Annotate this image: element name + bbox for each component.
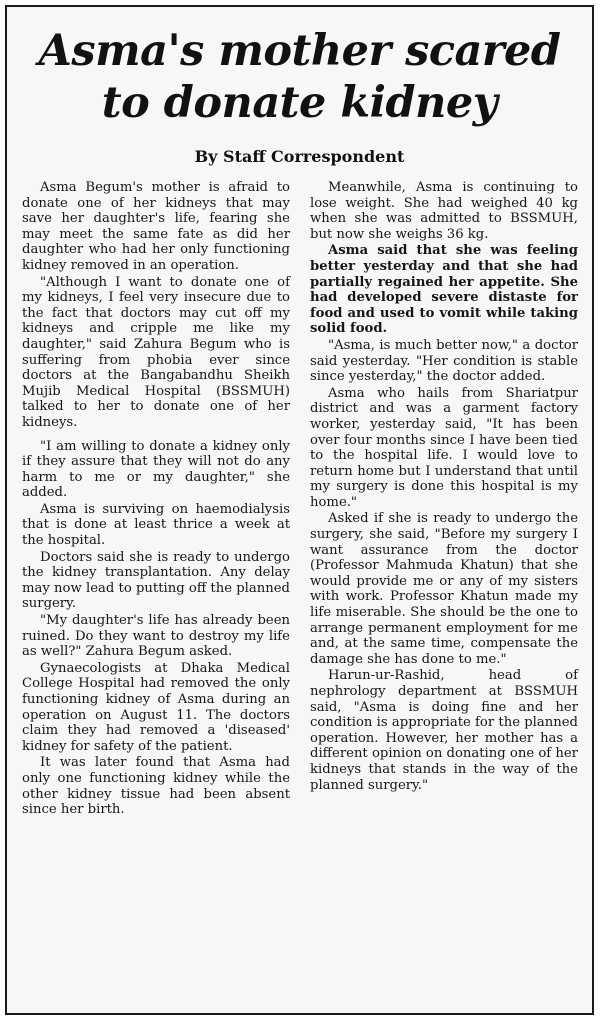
headline-line-1: Asma's mother scared [38,26,561,76]
headline-line-2: to donate kidney [101,78,498,128]
article-column-left [22,180,290,819]
paragraph: "Although I want to donate one of my kidneys, I feel very insecure due to the fact that doctors may cut off my kidneys and cripple me like my daughter," said Zahura Begum who is suffering from phobia ever since doctors at the Bangabandhu Sheikh Mujib Medical Hospital (BSSMUH) talked to her to donate one of her kidneys. [22,274,290,430]
headline [7,25,592,129]
paragraph: Asked if she is ready to undergo the surgery, she said, "Before my surgery I want assurance from the doctor (Professor Mahmuda Khatun) that she would provide me or any of my sisters with work. Professor Khatun made my life miserable. She should be the one to arrange permanent employment for me and, at the same time, compensate the damage she has done to me." [310,511,578,667]
paragraph: Asma said that she was feeling better yesterday and that she had partially regained her appetite. She had developed severe distaste for food and used to vomit while taking solid food. [310,243,578,337]
paragraph: It was later found that Asma had only one functioning kidney while the other kidney tissue had been absent since her birth. [22,755,290,818]
newspaper-clipping [5,5,594,1015]
paragraph: Harun-ur-Rashid, head of nephrology department at BSSMUH said, "Asma is doing fine and her condition is appropriate for the planned operation. However, her mother has a different opinion on donating one of her kidneys that stands in the way of the planned surgery." [310,668,578,793]
paragraph: Asma who hails from Shariatpur district and was a garment factory worker, yesterday said, "It has been over four months since I have been tied to the hospital life. I would love to return home but I understand that until my surgery is done this hospital is my home." [310,385,578,510]
paragraph: Doctors said she is ready to undergo the kidney transplantation. Any delay may now lead to putting off the planned surgery. [22,549,290,612]
paragraph: Asma is surviving on haemodialysis that is done at least thrice a week at the hospital. [22,501,290,549]
article-column-right [310,180,578,794]
paragraph: Asma Begum's mother is afraid to donate one of her kidneys that may save her daughter's life, fearing she may meet the same fate as did her daughter who had her only functioning kidney removed in an operation. [22,180,290,273]
paragraph: Meanwhile, Asma is continuing to lose weight. She had weighed 40 kg when she was admitted to BSSMUH, but now she weighs 36 kg. [310,180,578,242]
paragraph: "My daughter's life has already been ruined. Do they want to destroy my life as well?" Zahura Begum asked. [22,613,290,660]
paragraph: Gynaecologists at Dhaka Medical College Hospital had removed the only functioning kidney of Asma during an operation on August 11. The doctors claim they had removed a 'diseased' kidney for safety of the patient. [22,660,290,754]
paragraph: "I am willing to donate a kidney only if they assure that they will not do any harm to me or my daughter," she added. [22,438,290,501]
paragraph: "Asma, is much better now," a doctor said yesterday. "Her condition is stable since yesterday," the doctor added. [310,337,578,385]
byline: By Staff Correspondent [194,147,405,166]
